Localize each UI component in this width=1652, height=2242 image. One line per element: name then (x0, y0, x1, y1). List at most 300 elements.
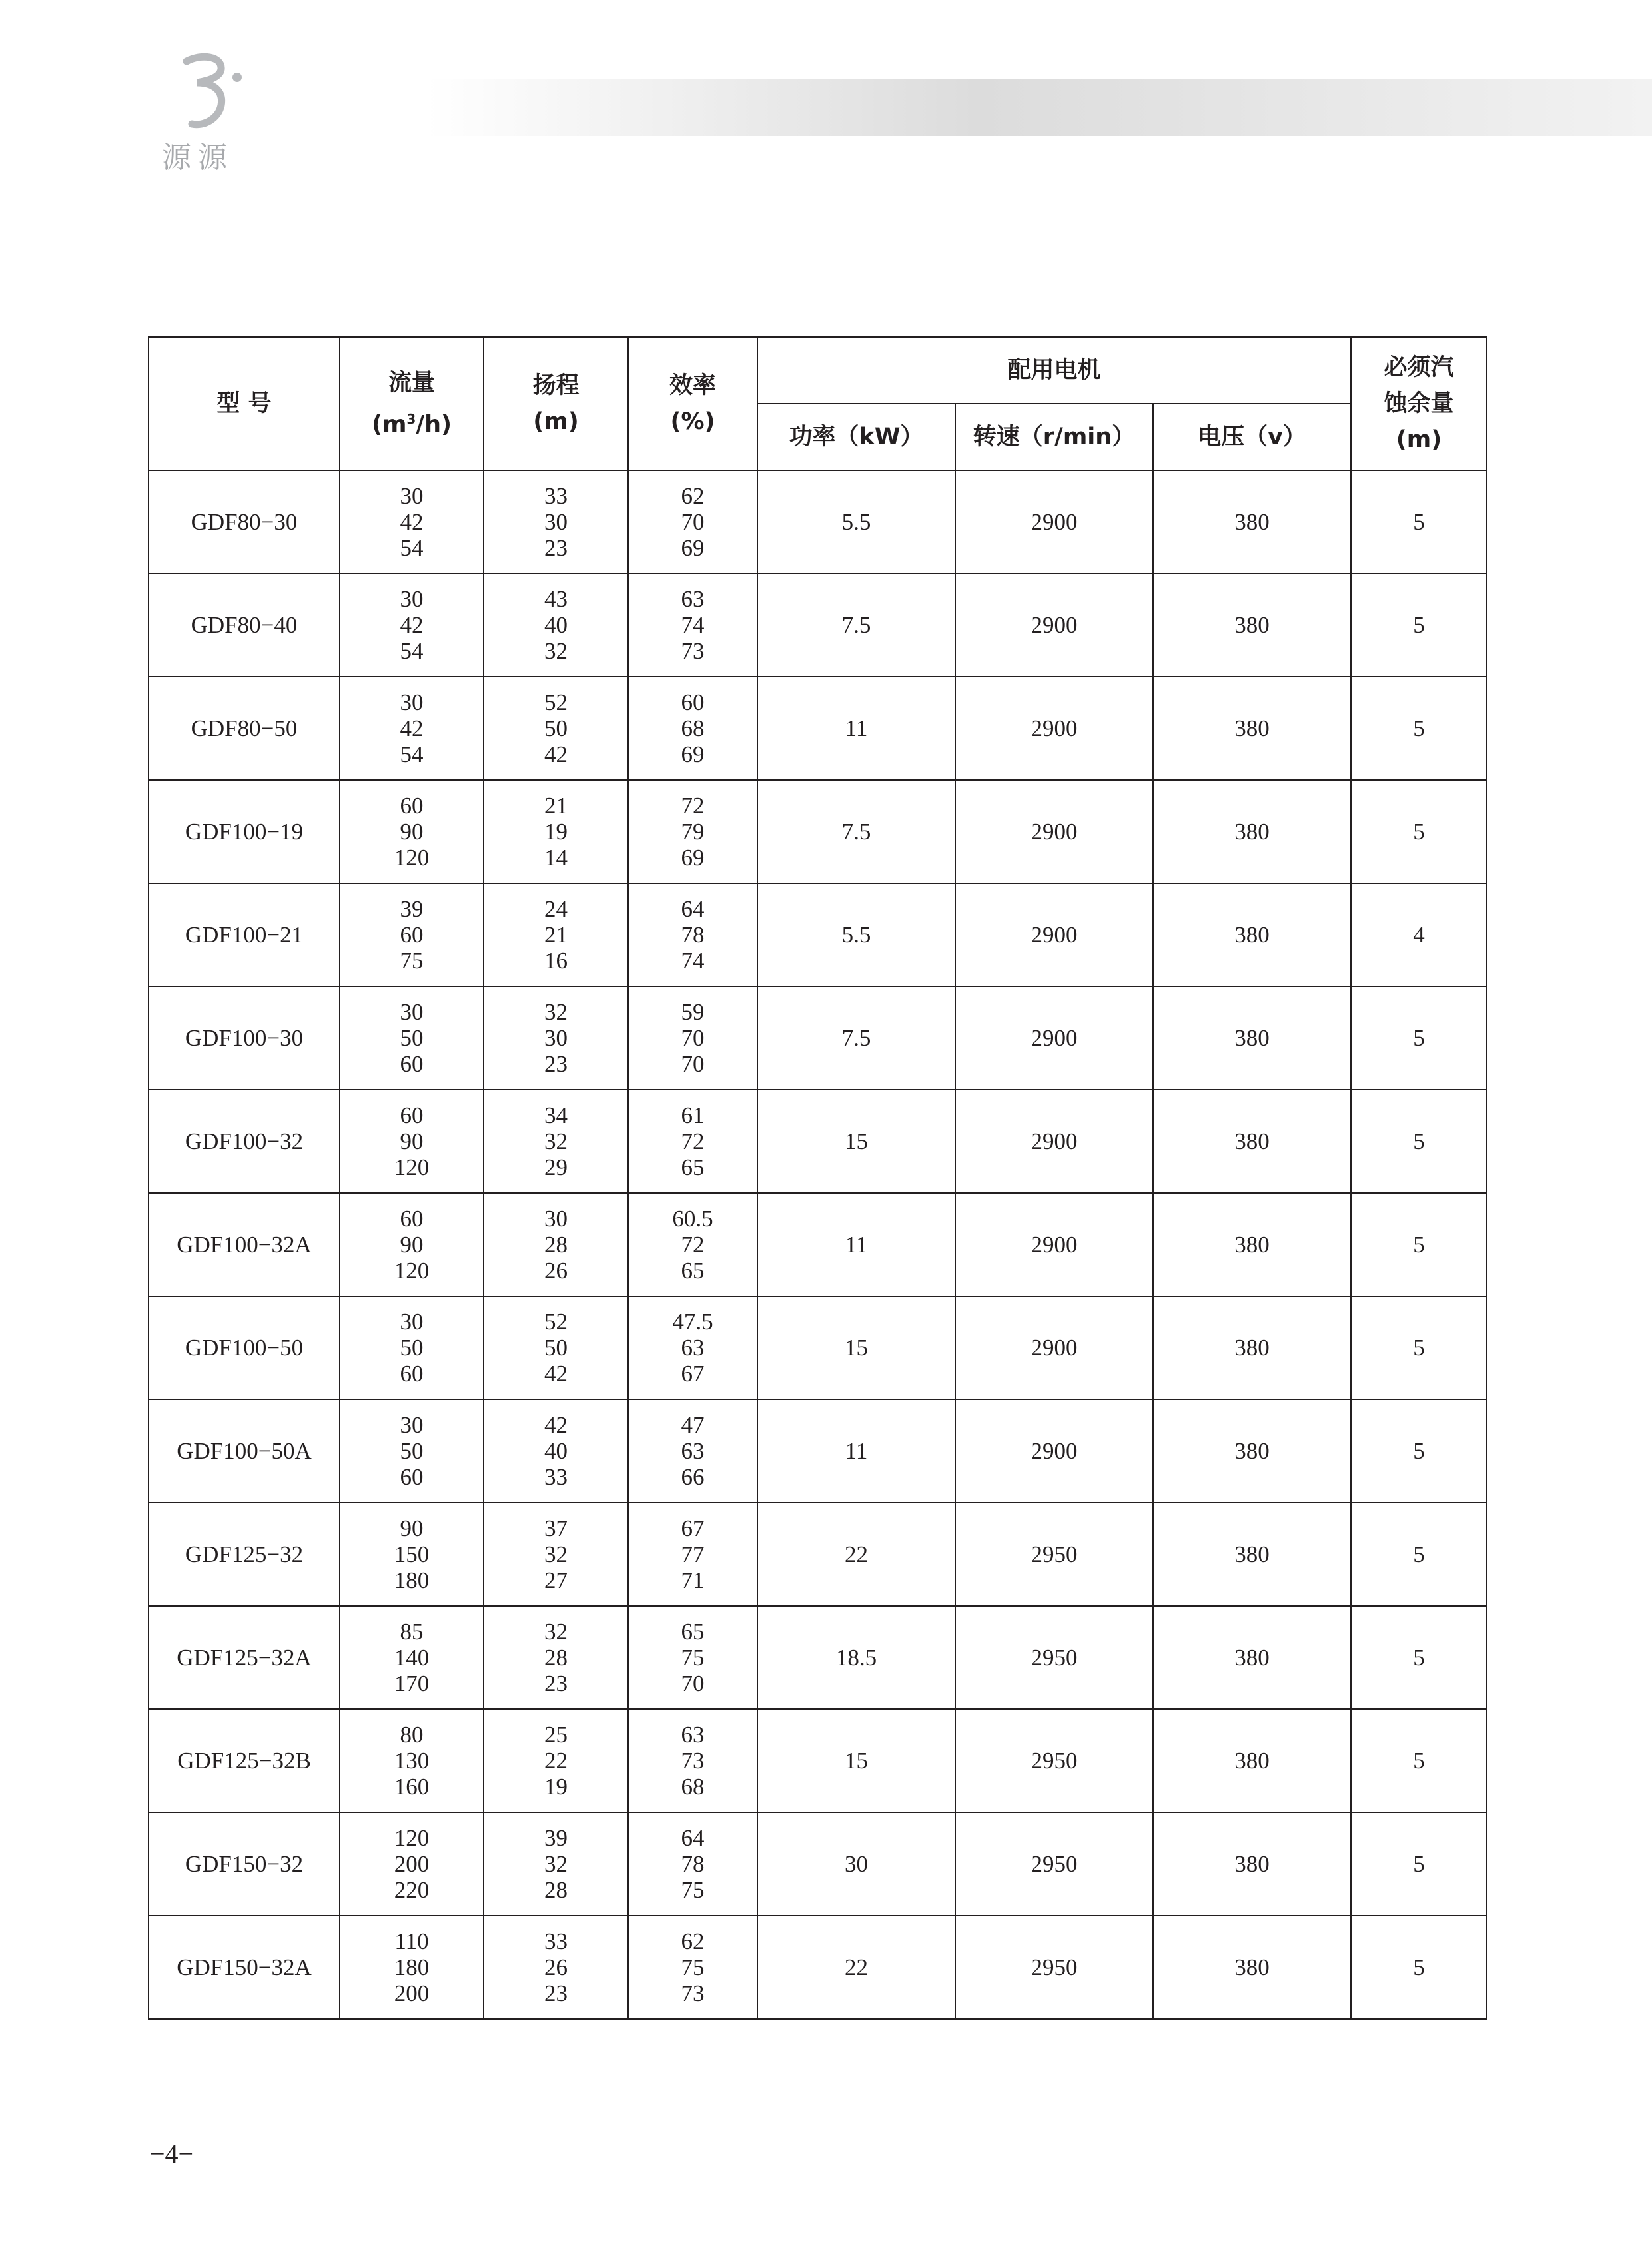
cell-head (484, 1916, 628, 2019)
flow-value: 90 (400, 819, 424, 845)
cell-npsh: 5 (1351, 470, 1487, 573)
efficiency-value: 47 (681, 1412, 705, 1438)
header-npsh-line1: 必须汽 (1384, 354, 1454, 381)
cell-flow (340, 470, 484, 573)
flow-value: 110 (394, 1928, 429, 1954)
cell-voltage: 380 (1153, 883, 1351, 986)
flow-value: 60 (400, 1051, 424, 1077)
flow-value: 80 (400, 1722, 424, 1748)
head-value: 14 (544, 845, 568, 871)
cell-power: 15 (757, 1709, 955, 1812)
cell-speed: 2950 (955, 1606, 1153, 1709)
cell-efficiency (628, 573, 757, 677)
cell-efficiency (628, 1606, 757, 1709)
cell-flow (340, 1606, 484, 1709)
head-value: 21 (544, 793, 568, 819)
cell-flow (340, 1399, 484, 1503)
cell-flow (340, 1193, 484, 1296)
header-voltage (1153, 404, 1351, 470)
efficiency-value: 60 (681, 689, 705, 715)
head-value: 52 (544, 689, 568, 715)
cell-speed: 2900 (955, 780, 1153, 883)
cell-flow (340, 1296, 484, 1399)
flow-value: 30 (400, 586, 424, 612)
cell-npsh: 5 (1351, 1296, 1487, 1399)
brand-logo (148, 52, 248, 175)
cell-npsh: 5 (1351, 1709, 1487, 1812)
header-flow-label: 流量 (388, 369, 435, 396)
cell-flow (340, 1812, 484, 1916)
efficiency-value: 71 (681, 1567, 705, 1593)
table-row (149, 883, 1487, 986)
cell-head (484, 780, 628, 883)
flow-value: 140 (394, 1645, 430, 1671)
cell-speed: 2950 (955, 1916, 1153, 2019)
flow-unit-post: /h) (416, 411, 452, 438)
efficiency-value: 67 (681, 1361, 705, 1387)
cell-flow (340, 1090, 484, 1193)
flow-value: 60 (400, 1361, 424, 1387)
flow-value: 120 (394, 845, 430, 871)
flow-value: 42 (400, 715, 424, 741)
cell-efficiency (628, 1296, 757, 1399)
head-value: 42 (544, 1361, 568, 1387)
cell-speed: 2950 (955, 1709, 1153, 1812)
efficiency-value: 77 (681, 1541, 705, 1567)
flow-value: 90 (400, 1232, 424, 1258)
head-value: 42 (544, 741, 568, 767)
flow-value: 39 (400, 896, 424, 922)
cell-npsh: 5 (1351, 1193, 1487, 1296)
head-value: 34 (544, 1102, 568, 1128)
header-head-label: 扬程 (532, 372, 580, 399)
cell-model: GDF80−40 (149, 573, 340, 677)
efficiency-value: 65 (681, 1258, 705, 1284)
cell-efficiency (628, 1090, 757, 1193)
header-head-unit: (m) (533, 408, 579, 435)
efficiency-value: 62 (681, 483, 705, 509)
flow-value: 170 (394, 1671, 430, 1696)
cell-head (484, 1193, 628, 1296)
cell-model: GDF100−19 (149, 780, 340, 883)
header-model-label: 型 号 (216, 390, 272, 417)
cell-speed: 2900 (955, 883, 1153, 986)
cell-power: 15 (757, 1090, 955, 1193)
cell-npsh: 5 (1351, 573, 1487, 677)
head-value: 25 (544, 1722, 568, 1748)
flow-value: 120 (394, 1154, 430, 1180)
efficiency-value: 74 (681, 612, 705, 638)
efficiency-value: 61 (681, 1102, 705, 1128)
efficiency-value: 70 (681, 1025, 705, 1051)
efficiency-value: 70 (681, 1051, 705, 1077)
cell-flow (340, 1916, 484, 2019)
flow-value: 180 (394, 1954, 430, 1980)
head-value: 42 (544, 1412, 568, 1438)
cell-speed: 2900 (955, 1193, 1153, 1296)
header-flow-unit (340, 401, 483, 443)
cell-model: GDF100−50A (149, 1399, 340, 1503)
cell-flow (340, 677, 484, 780)
cell-power: 15 (757, 1296, 955, 1399)
cell-voltage: 380 (1153, 1193, 1351, 1296)
cell-speed: 2950 (955, 1503, 1153, 1606)
flow-value: 120 (394, 1825, 430, 1851)
cell-voltage: 380 (1153, 986, 1351, 1090)
cell-head (484, 677, 628, 780)
header-npsh (1351, 337, 1487, 470)
cell-head (484, 986, 628, 1090)
table-row (149, 573, 1487, 677)
header-power-label: 功率（kW） (789, 424, 924, 450)
efficiency-value: 63 (681, 1335, 705, 1361)
head-value: 30 (544, 1206, 568, 1232)
cell-speed: 2900 (955, 1090, 1153, 1193)
header-efficiency-label: 效率 (669, 372, 716, 399)
cell-model: GDF150−32 (149, 1812, 340, 1916)
cell-power: 7.5 (757, 986, 955, 1090)
head-value: 32 (544, 1128, 568, 1154)
head-value: 30 (544, 1025, 568, 1051)
cell-head (484, 470, 628, 573)
cell-efficiency (628, 1812, 757, 1916)
cell-voltage: 380 (1153, 1399, 1351, 1503)
header-model (149, 337, 340, 470)
head-value: 22 (544, 1748, 568, 1774)
cell-efficiency (628, 470, 757, 573)
cell-voltage: 380 (1153, 677, 1351, 780)
cell-efficiency (628, 883, 757, 986)
efficiency-value: 74 (681, 948, 705, 974)
flow-value: 30 (400, 689, 424, 715)
cell-voltage: 380 (1153, 1916, 1351, 2019)
head-value: 32 (544, 1541, 568, 1567)
header-efficiency (628, 337, 757, 470)
logo-text: 源源 (162, 141, 234, 175)
efficiency-value: 65 (681, 1619, 705, 1645)
cell-npsh: 4 (1351, 883, 1487, 986)
flow-value: 54 (400, 535, 424, 561)
table-row (149, 1812, 1487, 1916)
cell-voltage: 380 (1153, 470, 1351, 573)
efficiency-value: 60.5 (672, 1206, 713, 1232)
head-value: 32 (544, 1851, 568, 1877)
flow-value: 90 (400, 1515, 424, 1541)
head-value: 19 (544, 1774, 568, 1800)
cell-head (484, 1503, 628, 1606)
table-row (149, 780, 1487, 883)
cell-npsh: 5 (1351, 1812, 1487, 1916)
cell-power: 11 (757, 1193, 955, 1296)
head-value: 19 (544, 819, 568, 845)
cell-power: 11 (757, 677, 955, 780)
head-value: 30 (544, 509, 568, 535)
cell-speed: 2900 (955, 677, 1153, 780)
table-row (149, 1709, 1487, 1812)
cell-efficiency (628, 1916, 757, 2019)
cell-model: GDF125−32 (149, 1503, 340, 1606)
flow-value: 60 (400, 922, 424, 948)
header-motor (757, 337, 1351, 404)
cell-npsh: 5 (1351, 986, 1487, 1090)
pump-spec-table (148, 336, 1487, 2020)
efficiency-value: 73 (681, 638, 705, 664)
efficiency-value: 75 (681, 1645, 705, 1671)
cell-efficiency (628, 986, 757, 1090)
cell-head (484, 1090, 628, 1193)
efficiency-value: 72 (681, 1128, 705, 1154)
cell-model: GDF80−30 (149, 470, 340, 573)
cell-efficiency (628, 677, 757, 780)
head-value: 32 (544, 638, 568, 664)
efficiency-value: 75 (681, 1877, 705, 1903)
header-head (484, 337, 628, 470)
cell-speed: 2900 (955, 1399, 1153, 1503)
efficiency-value: 66 (681, 1464, 705, 1490)
efficiency-value: 70 (681, 509, 705, 535)
flow-unit-sup: 3 (406, 410, 416, 427)
head-value: 23 (544, 1671, 568, 1696)
cell-npsh: 5 (1351, 1606, 1487, 1709)
efficiency-value: 73 (681, 1980, 705, 2006)
flow-value: 30 (400, 1412, 424, 1438)
cell-power: 30 (757, 1812, 955, 1916)
header-npsh-line2: 蚀余量 (1384, 390, 1454, 417)
cell-head (484, 1606, 628, 1709)
cell-head (484, 1709, 628, 1812)
efficiency-value: 78 (681, 1851, 705, 1877)
flow-value: 60 (400, 1102, 424, 1128)
cell-voltage: 380 (1153, 1606, 1351, 1709)
cell-power: 22 (757, 1916, 955, 2019)
header-npsh-line3: (m) (1396, 426, 1442, 453)
cell-flow (340, 780, 484, 883)
cell-flow (340, 1503, 484, 1606)
head-value: 26 (544, 1258, 568, 1284)
cell-head (484, 1812, 628, 1916)
head-value: 40 (544, 612, 568, 638)
flow-value: 50 (400, 1335, 424, 1361)
table-row (149, 1606, 1487, 1709)
flow-value: 60 (400, 1464, 424, 1490)
head-value: 40 (544, 1438, 568, 1464)
head-value: 52 (544, 1309, 568, 1335)
efficiency-value: 68 (681, 1774, 705, 1800)
cell-head (484, 1296, 628, 1399)
head-value: 28 (544, 1232, 568, 1258)
cell-speed: 2900 (955, 573, 1153, 677)
head-value: 33 (544, 1464, 568, 1490)
efficiency-value: 72 (681, 793, 705, 819)
cell-voltage: 380 (1153, 780, 1351, 883)
head-value: 21 (544, 922, 568, 948)
efficiency-value: 47.5 (672, 1309, 713, 1335)
header-power (757, 404, 955, 470)
head-value: 23 (544, 535, 568, 561)
flow-value: 54 (400, 638, 424, 664)
efficiency-value: 78 (681, 922, 705, 948)
cell-power: 18.5 (757, 1606, 955, 1709)
flow-value: 200 (394, 1980, 430, 2006)
cell-flow (340, 1709, 484, 1812)
flow-value: 180 (394, 1567, 430, 1593)
cell-model: GDF100−21 (149, 883, 340, 986)
efficiency-value: 73 (681, 1748, 705, 1774)
cell-model: GDF125−32A (149, 1606, 340, 1709)
efficiency-value: 59 (681, 999, 705, 1025)
head-value: 32 (544, 999, 568, 1025)
cell-power: 5.5 (757, 883, 955, 986)
efficiency-value: 63 (681, 586, 705, 612)
flow-value: 160 (394, 1774, 430, 1800)
table-row (149, 1296, 1487, 1399)
header-speed (955, 404, 1153, 470)
header-band (426, 79, 1652, 136)
head-value: 28 (544, 1877, 568, 1903)
efficiency-value: 68 (681, 715, 705, 741)
cell-voltage: 380 (1153, 1090, 1351, 1193)
cell-head (484, 573, 628, 677)
header-motor-label: 配用电机 (1007, 357, 1101, 384)
cell-head (484, 1399, 628, 1503)
cell-model: GDF100−32A (149, 1193, 340, 1296)
cell-speed: 2900 (955, 986, 1153, 1090)
table-row (149, 470, 1487, 573)
cell-model: GDF100−30 (149, 986, 340, 1090)
flow-value: 120 (394, 1258, 430, 1284)
efficiency-value: 69 (681, 845, 705, 871)
head-value: 23 (544, 1051, 568, 1077)
header-flow (340, 337, 484, 470)
cell-speed: 2900 (955, 1296, 1153, 1399)
head-value: 33 (544, 483, 568, 509)
cell-flow (340, 986, 484, 1090)
efficiency-value: 79 (681, 819, 705, 845)
head-value: 24 (544, 896, 568, 922)
cell-flow (340, 573, 484, 677)
head-value: 23 (544, 1980, 568, 2006)
cell-npsh: 5 (1351, 1916, 1487, 2019)
table-row (149, 1193, 1487, 1296)
flow-value: 30 (400, 483, 424, 509)
head-value: 37 (544, 1515, 568, 1541)
table-row (149, 677, 1487, 780)
cell-head (484, 883, 628, 986)
efficiency-value: 69 (681, 741, 705, 767)
logo-mark-icon (175, 52, 248, 132)
cell-speed: 2950 (955, 1812, 1153, 1916)
efficiency-value: 64 (681, 1825, 705, 1851)
flow-value: 50 (400, 1438, 424, 1464)
header-voltage-label: 电压（v） (1198, 424, 1306, 450)
head-value: 26 (544, 1954, 568, 1980)
flow-value: 50 (400, 1025, 424, 1051)
efficiency-value: 64 (681, 896, 705, 922)
cell-power: 7.5 (757, 780, 955, 883)
efficiency-value: 67 (681, 1515, 705, 1541)
flow-value: 60 (400, 1206, 424, 1232)
flow-value: 42 (400, 509, 424, 535)
cell-npsh: 5 (1351, 1399, 1487, 1503)
efficiency-value: 63 (681, 1722, 705, 1748)
flow-value: 60 (400, 793, 424, 819)
efficiency-value: 72 (681, 1232, 705, 1258)
cell-npsh: 5 (1351, 1503, 1487, 1606)
cell-model: GDF125−32B (149, 1709, 340, 1812)
flow-value: 130 (394, 1748, 430, 1774)
table-row (149, 986, 1487, 1090)
cell-flow (340, 883, 484, 986)
table-row (149, 1399, 1487, 1503)
cell-efficiency (628, 780, 757, 883)
cell-npsh: 5 (1351, 780, 1487, 883)
header-efficiency-unit: (%) (670, 408, 715, 435)
cell-model: GDF100−32 (149, 1090, 340, 1193)
flow-value: 54 (400, 741, 424, 767)
flow-value: 75 (400, 948, 424, 974)
flow-unit-pre: (m (371, 411, 407, 438)
head-value: 29 (544, 1154, 568, 1180)
page-number: −4− (150, 2139, 194, 2169)
cell-voltage: 380 (1153, 1296, 1351, 1399)
cell-efficiency (628, 1503, 757, 1606)
head-value: 50 (544, 1335, 568, 1361)
cell-model: GDF80−50 (149, 677, 340, 780)
cell-speed: 2900 (955, 470, 1153, 573)
header-speed-label: 转速（r/min） (973, 424, 1136, 450)
cell-voltage: 380 (1153, 1812, 1351, 1916)
cell-power: 11 (757, 1399, 955, 1503)
head-value: 50 (544, 715, 568, 741)
table-row (149, 1090, 1487, 1193)
cell-efficiency (628, 1709, 757, 1812)
flow-value: 85 (400, 1619, 424, 1645)
head-value: 16 (544, 948, 568, 974)
head-value: 39 (544, 1825, 568, 1851)
cell-npsh: 5 (1351, 1090, 1487, 1193)
head-value: 27 (544, 1567, 568, 1593)
table-row (149, 1916, 1487, 2019)
cell-model: GDF150−32A (149, 1916, 340, 2019)
cell-power: 5.5 (757, 470, 955, 573)
flow-value: 200 (394, 1851, 430, 1877)
cell-efficiency (628, 1193, 757, 1296)
head-value: 28 (544, 1645, 568, 1671)
cell-npsh: 5 (1351, 677, 1487, 780)
flow-value: 90 (400, 1128, 424, 1154)
efficiency-value: 70 (681, 1671, 705, 1696)
cell-model: GDF100−50 (149, 1296, 340, 1399)
flow-value: 30 (400, 1309, 424, 1335)
head-value: 32 (544, 1619, 568, 1645)
cell-efficiency (628, 1399, 757, 1503)
efficiency-value: 65 (681, 1154, 705, 1180)
efficiency-value: 63 (681, 1438, 705, 1464)
cell-power: 22 (757, 1503, 955, 1606)
flow-value: 30 (400, 999, 424, 1025)
flow-value: 150 (394, 1541, 430, 1567)
efficiency-value: 75 (681, 1954, 705, 1980)
efficiency-value: 62 (681, 1928, 705, 1954)
flow-value: 42 (400, 612, 424, 638)
flow-value: 220 (394, 1877, 430, 1903)
table-row (149, 1503, 1487, 1606)
cell-voltage: 380 (1153, 1709, 1351, 1812)
cell-voltage: 380 (1153, 573, 1351, 677)
cell-voltage: 380 (1153, 1503, 1351, 1606)
head-value: 43 (544, 586, 568, 612)
head-value: 33 (544, 1928, 568, 1954)
